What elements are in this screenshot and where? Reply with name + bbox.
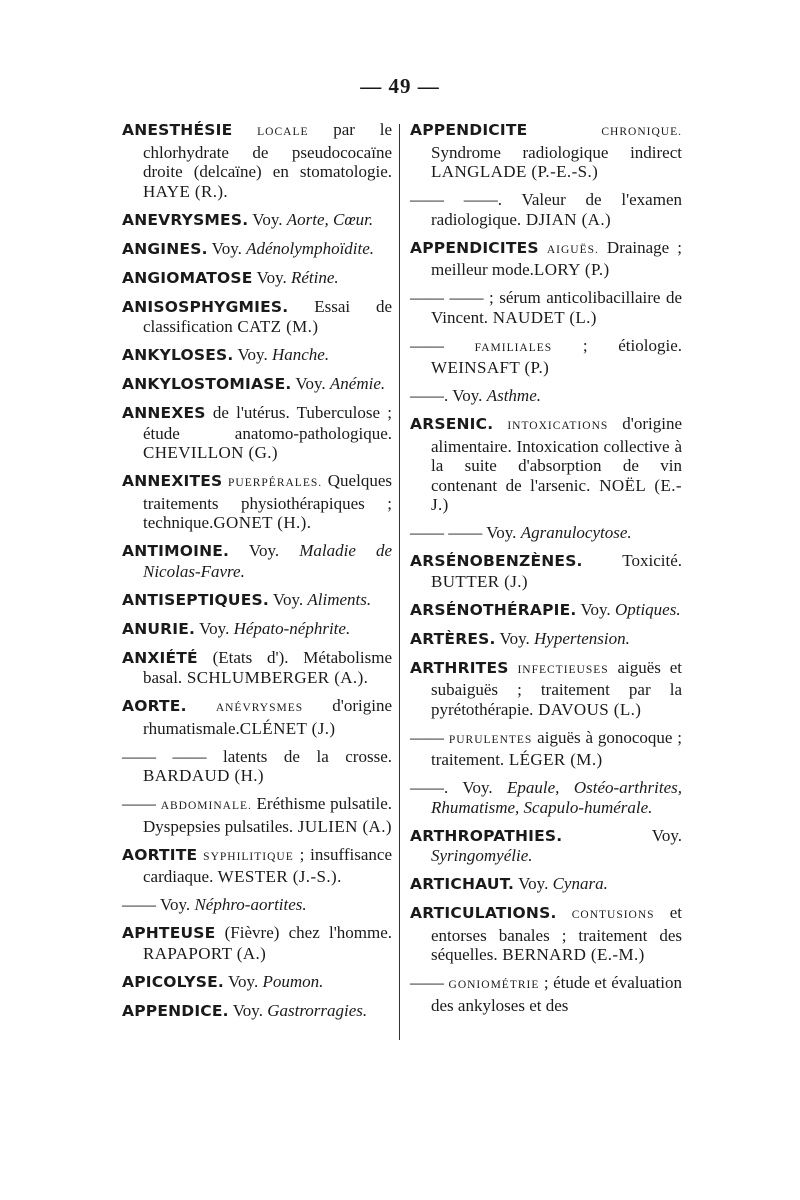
entry-subheading: INTOXICATIONS [507, 420, 609, 432]
entry-author: LANGLADE (P.-E.-S.) [431, 162, 599, 181]
entry-text: Voy. [495, 628, 535, 648]
index-entry [410, 874, 682, 895]
entry-text: latents de la crosse. [206, 746, 392, 766]
entry-headword: ANURIE. [122, 619, 196, 638]
entry-headword: ARSENIC. [410, 415, 494, 433]
entry-headword: ANTISEPTIQUES. [122, 590, 269, 609]
entry-headword: ARTICULATIONS. [410, 904, 557, 922]
index-entry [122, 210, 392, 231]
entry-reference: Epaule, Ostéo-arthrites, Rhumatisme, Scapulo-humérale. [431, 778, 682, 817]
entry-headword: ANKYLOSTOMIASE. [122, 375, 292, 393]
entry-subheading: CONTUSIONS [571, 909, 655, 921]
entry-author: WESTER (J.-S.). [213, 867, 342, 886]
entry-subheading: ABDOMINALE. [160, 800, 252, 812]
entry-text: Voy. [252, 267, 291, 287]
index-entry [410, 238, 682, 280]
entry-reference: Hépato-néphrite. [233, 618, 351, 638]
entry-headword: AORTE. [122, 697, 187, 715]
entry-text: Essai de classification [143, 296, 392, 336]
entry-text: aiguës à gonocoque ; traitement. [431, 727, 682, 769]
entry-text: d'origine rhumatismale. [143, 696, 392, 738]
index-entry [122, 972, 392, 993]
entry-headword: ANESTHÉSIE [122, 121, 233, 139]
entry-headword: ANKYLOSES. [122, 346, 234, 364]
entry-headword: ANTIMOINE. [122, 542, 230, 560]
entry-text: Voy. [448, 778, 508, 797]
entry-dash: —— —— [410, 288, 484, 307]
entry-reference: Néphro-aortites. [194, 895, 307, 914]
entry-reference: Cynara. [552, 874, 608, 893]
entry-subheading: LOCALE [257, 126, 309, 138]
index-entry [122, 120, 392, 201]
index-entry [410, 336, 682, 378]
index-entry [410, 600, 682, 621]
entry-author: DAVOUS (L.) [533, 699, 642, 719]
index-entry [122, 747, 392, 786]
entry-author: BUTTER (J.) [431, 571, 528, 591]
index-entry [122, 696, 392, 738]
index-entry [122, 619, 392, 640]
entry-dash: —— ——. [410, 190, 502, 209]
entry-author: WEINSAFT (P.) [431, 358, 550, 377]
entry-subheading: GONIOMÉTRIE [448, 979, 540, 991]
entry-dash: —— [410, 973, 444, 992]
entry-reference: Adénolymphoïdite. [246, 238, 375, 258]
index-entry [410, 190, 682, 229]
index-entry [410, 778, 682, 817]
entry-dash: —— [410, 335, 444, 355]
entry-subheading: AIGUËS. [546, 243, 599, 256]
entry-author: LÉGER (M.) [504, 750, 603, 769]
entry-text: de l'utérus. Tuberculose ; étude anatomo-pathologique. [143, 403, 392, 443]
index-entry [410, 288, 682, 327]
entry-author: CATZ (M.) [232, 317, 319, 336]
entry-author: SCHLUMBERGER (A.). [182, 668, 369, 687]
entry-text: Drainage ; meilleur mode. [431, 237, 682, 279]
index-entry [122, 239, 392, 260]
entry-headword: ANNEXES [122, 404, 206, 422]
entry-text: Voy. [482, 523, 521, 542]
entry-reference: Aliments. [307, 589, 372, 609]
entry-text: Syndrome radiologique indirect [431, 142, 682, 162]
entry-text: ; sérum anticolibacillaire de Vincent. [431, 288, 682, 327]
entry-text: et entorses banales ; traitement des séquelles. [431, 903, 682, 964]
index-entry [122, 845, 392, 887]
entry-dash: —— —— [410, 523, 483, 542]
entry-dash: ——. [410, 386, 449, 405]
index-entry [122, 268, 392, 289]
index-entry [122, 794, 392, 836]
entry-text: Voy. [291, 374, 330, 393]
right-column [410, 120, 682, 1024]
index-entry [122, 895, 392, 915]
column-divider [399, 124, 400, 1040]
entry-headword: APPENDICITES [410, 238, 539, 257]
entry-dash: ——. [410, 778, 449, 797]
index-entry [122, 471, 392, 533]
entry-reference: Hanche. [271, 345, 330, 364]
left-column [122, 120, 392, 1030]
index-entry [410, 120, 682, 182]
index-entry [410, 629, 682, 650]
entry-reference: Asthme. [486, 386, 541, 405]
entry-text: Voy. [562, 825, 682, 845]
entry-author: LORY (P.) [533, 260, 610, 279]
entry-headword: ANGINES. [122, 239, 208, 258]
entry-text: Voy. [195, 618, 234, 638]
entry-headword: ARTHROPATHIES. [410, 826, 563, 845]
entry-text: Voy. [207, 238, 247, 258]
entry-headword: ANNEXITES [122, 472, 223, 490]
entry-text: Voy. [514, 874, 553, 893]
index-entry [410, 551, 682, 591]
entry-text: Voy. [576, 599, 615, 619]
entry-headword: ANXIÉTÉ [122, 648, 198, 667]
entry-dash: —— [410, 727, 444, 747]
entry-dash: —— —— [122, 746, 207, 766]
entry-headword: AORTITE [122, 845, 198, 864]
index-entry [122, 590, 392, 611]
entry-headword: APPENDICE. [122, 1001, 229, 1020]
index-entry [410, 658, 682, 720]
entry-headword: APICOLYSE. [122, 972, 225, 991]
entry-author: DJIAN (A.) [521, 209, 612, 229]
entry-headword: ARSÉNOBENZÈNES. [410, 552, 583, 570]
entry-headword: ARSÉNOTHÉRAPIE. [410, 600, 577, 619]
entry-author: HAYE (R.). [143, 181, 229, 201]
entry-headword: ANGIOMATOSE [122, 268, 253, 287]
entry-text: d'origine alimentaire. Intoxication collective à la suite d'absorption de vin contenant de l'arsenic. [431, 414, 682, 495]
entry-text: Voy. [248, 209, 287, 229]
entry-text: ; étude et évaluation des ankyloses et des [431, 973, 682, 1015]
entry-headword: ARTHRITES [410, 658, 509, 677]
index-entry [122, 1001, 392, 1022]
index-entry [122, 403, 392, 463]
index-entry [410, 903, 682, 965]
entry-text: Valeur de l'examen radiologique. [431, 190, 682, 229]
entry-author: RAPAPORT (A.) [143, 943, 267, 963]
entry-dash: —— [122, 794, 156, 813]
entry-dash: —— [122, 895, 156, 914]
entry-reference: Rétine. [291, 267, 339, 287]
entry-text: (Etats d'). Métabolisme basal. [143, 647, 392, 687]
entry-text: par le chlorhydrate de pseudococaïne droite (delcaïne) en stomatologie. [143, 120, 392, 181]
entry-subheading: PUERPÉRALES. [228, 477, 323, 489]
entry-text: Voy. [228, 1000, 268, 1020]
entry-reference: Aorte, Cœur. [286, 209, 374, 229]
entry-text: (Fièvre) chez l'homme. [215, 923, 392, 942]
entry-author: NAUDET (L.) [488, 307, 597, 327]
index-entry [122, 648, 392, 688]
entry-reference: Hypertension. [534, 628, 630, 648]
entry-reference: Gastrorragies. [267, 1000, 368, 1020]
entry-text: Eréthisme pulsatile. Dyspepsies pulsatiles. [143, 794, 392, 836]
entry-text: aiguës et subaiguës ; traitement par la pyrétothérapie. [431, 657, 683, 719]
page-number: — 49 — [360, 74, 440, 98]
entry-reference: Maladie de Nicolas-Favre. [143, 541, 392, 581]
entry-headword: ANEVRYSMES. [122, 210, 249, 229]
entry-text: Voy. [156, 895, 195, 914]
entry-text: Quelques traitements physiothérapiques ; technique. [143, 471, 392, 532]
entry-subheading: CHRONIQUE. [601, 126, 682, 138]
entry-headword: ANISOSPHYGMIES. [122, 297, 289, 316]
entry-text: ; étiologie. [552, 335, 682, 355]
entry-headword: APHTEUSE [122, 924, 216, 942]
entry-reference: Agranulocytose. [520, 523, 632, 542]
index-entry [122, 297, 392, 337]
entry-reference: Poumon. [262, 971, 324, 991]
entry-subheading: ANÉVRYSMES [215, 702, 304, 714]
entry-text: Voy. [224, 971, 263, 991]
entry-author: CLÉNET (J.) [239, 718, 336, 738]
entry-text: Toxicité. [582, 551, 682, 570]
entry-author: BERNARD (E.-M.) [497, 945, 645, 964]
index-entry [410, 826, 682, 866]
entry-headword: ARTÈRES. [410, 629, 496, 648]
entry-text: Voy. [233, 345, 272, 364]
entry-reference: Syringomyélie. [431, 846, 533, 865]
entry-author: JULIEN (A.) [293, 816, 392, 836]
entry-subheading: INFECTIEUSES [517, 663, 609, 676]
index-entry [410, 386, 682, 406]
index-entry [122, 923, 392, 963]
entry-text: Voy. [268, 589, 308, 609]
entry-text: Voy. [229, 541, 300, 560]
entry-text: ; insuffisance cardiaque. [143, 844, 392, 886]
entry-subheading: FAMILIALES [474, 341, 553, 354]
entry-author: GONET (H.). [213, 513, 312, 532]
entry-reference: Optiques. [614, 599, 681, 619]
entry-headword: APPENDICITE [410, 121, 528, 139]
entry-text: Voy. [448, 386, 487, 405]
entry-headword: ARTICHAUT. [410, 875, 515, 893]
entry-author: NOËL (E.-J.) [431, 475, 682, 514]
index-entry [410, 728, 682, 770]
index-entry [122, 374, 392, 395]
entry-reference: Anémie. [329, 374, 386, 393]
index-entry [410, 523, 682, 543]
entry-author: CHEVILLON (G.) [143, 443, 278, 462]
index-entry [410, 973, 682, 1015]
entry-subheading: SYPHILITIQUE [203, 850, 294, 863]
index-entry [122, 345, 392, 366]
index-entry [410, 414, 682, 515]
index-entry [122, 541, 392, 581]
entry-author: BARDAUD (H.) [143, 766, 264, 785]
entry-subheading: PURULENTES [448, 733, 533, 746]
